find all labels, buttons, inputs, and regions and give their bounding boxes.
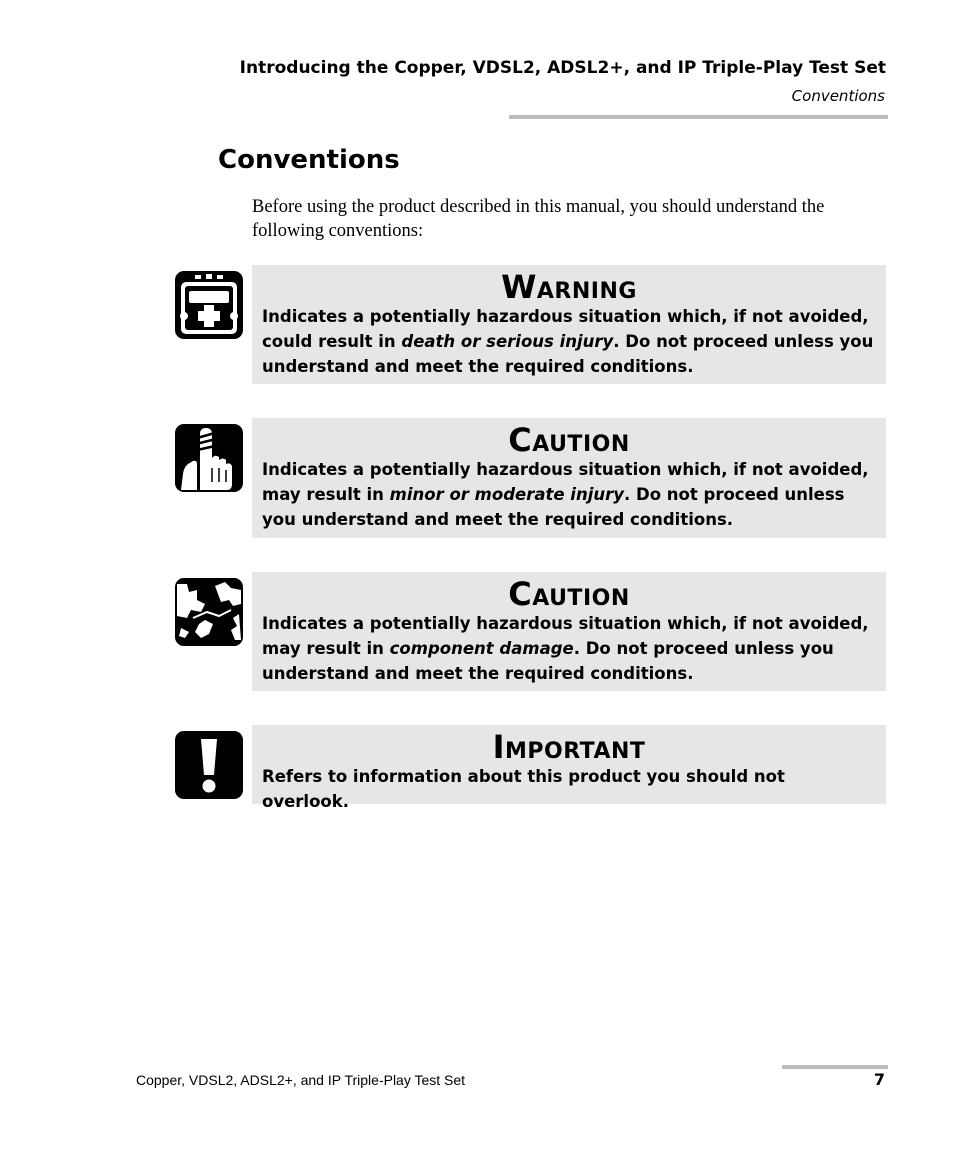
running-title: Introducing the Copper, VDSL2, ADSL2+, and IP Triple-Play Test Set [239, 58, 886, 78]
broken-gear-caution-icon [175, 578, 243, 646]
warning-notice [252, 265, 886, 384]
injured-finger-caution-icon [175, 424, 243, 492]
notice-title-caution-injury: Caution [508, 421, 630, 459]
page-heading: Conventions [218, 145, 400, 175]
notice-text-warning: Indicates a potentially hazardous situation which, if not avoided, could result in death or serious injury. Do not proceed unless you understand and meet the required conditions. [262, 307, 874, 376]
intro-paragraph: Before using the product described in this manual, you should understand the following conventions: [252, 197, 825, 241]
ambulance-warning-icon [175, 271, 243, 339]
notice-text-caution-injury: Indicates a potentially hazardous situation which, if not avoided, may result in minor or moderate injury. Do not proceed unless you understand and meet the required conditions. [262, 460, 869, 529]
running-section: Conventions [791, 87, 885, 105]
notice-text-important: Refers to information about this product you should not overlook. [262, 767, 785, 811]
caution-injury-notice [252, 418, 886, 538]
notice-title-warning: Warning [501, 268, 637, 306]
caution-damage-notice [252, 572, 886, 691]
page-number: 7 [873, 1070, 885, 1089]
notice-title-caution-damage: Caution [508, 575, 630, 613]
header-rule [509, 115, 888, 119]
footer-title: Copper, VDSL2, ADSL2+, and IP Triple-Play Test Set [136, 1072, 466, 1088]
important-notice [252, 725, 886, 811]
exclamation-important-icon [175, 731, 243, 799]
footer-rule [782, 1065, 888, 1069]
notice-text-caution-damage: Indicates a potentially hazardous situation which, if not avoided, may result in component damage. Do not proceed unless you understand and meet the required conditions. [262, 614, 869, 683]
notice-title-important: Important [492, 728, 646, 766]
